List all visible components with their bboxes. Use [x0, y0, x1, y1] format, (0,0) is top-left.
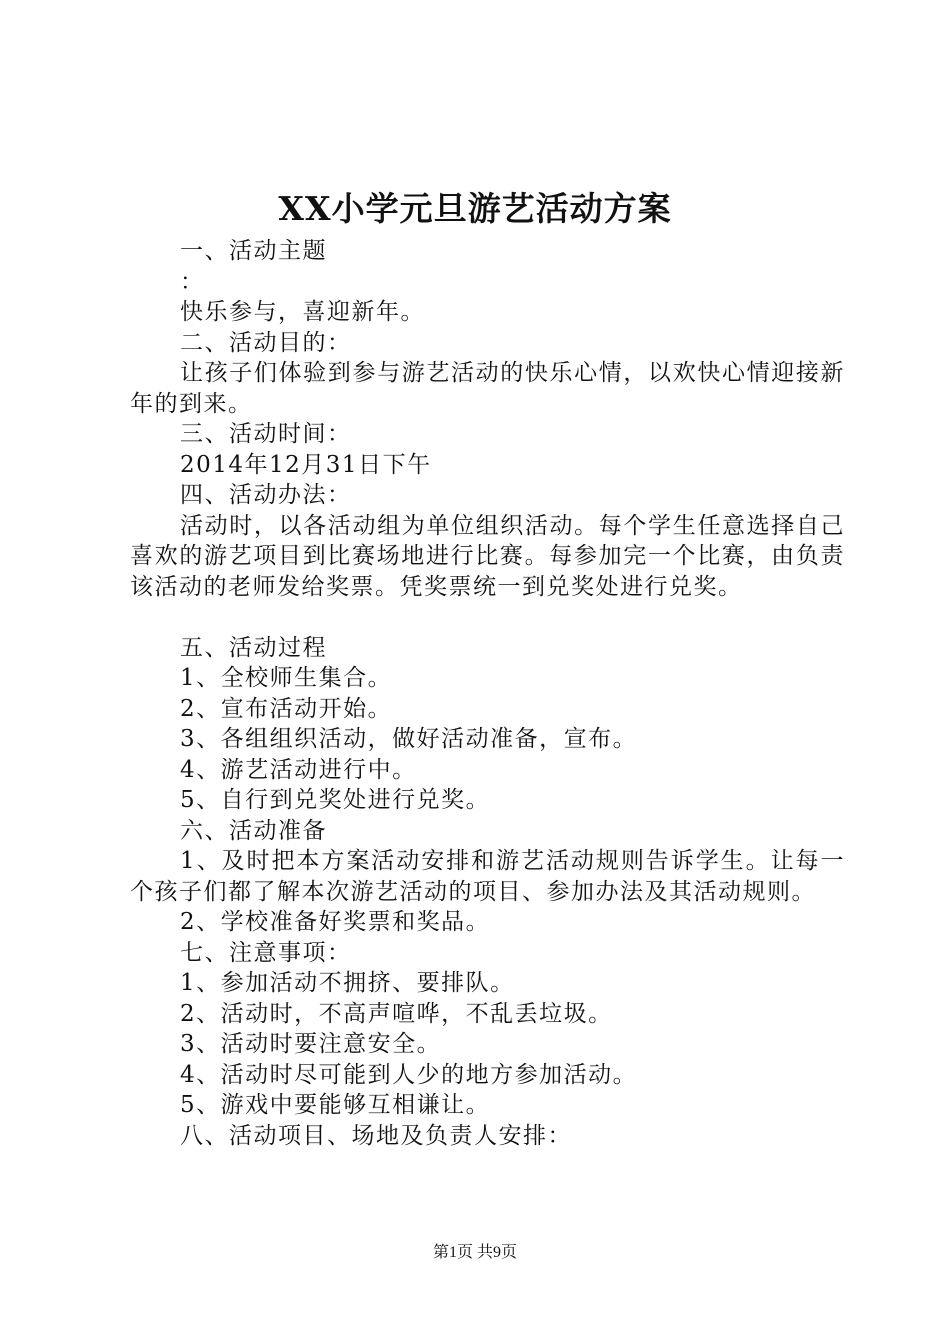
purpose-text: 让孩子们体验到参与游艺活动的快乐心情，以欢快心情迎接新年的到来。	[130, 360, 845, 417]
preparation-item: 2、学校准备好奖票和奖品。	[180, 909, 491, 935]
colon-line: ：	[180, 268, 205, 295]
section-heading-purpose: 二、活动目的：	[180, 329, 352, 356]
document-body	[130, 236, 845, 1151]
process-item: 1、全校师生集合。	[180, 665, 393, 691]
notes-item: 5、游戏中要能够互相谦让。	[180, 1092, 491, 1118]
process-item: 5、自行到兑奖处进行兑奖。	[180, 787, 491, 813]
notes-item: 3、活动时要注意安全。	[180, 1031, 442, 1057]
notes-item: 2、活动时，不高声喧哗，不乱丢垃圾。	[180, 1000, 613, 1027]
page-footer: 第1页 共9页	[432, 1244, 517, 1261]
time-text: 2014年12月31日下午	[180, 451, 432, 478]
section-heading-theme: 一、活动主题	[180, 238, 327, 264]
section-heading-method: 四、活动办法：	[180, 482, 352, 508]
section-heading-time: 三、活动时间：	[180, 421, 352, 447]
notes-item: 4、活动时尽可能到人少的地方参加活动。	[180, 1061, 638, 1088]
paragraph-gap	[130, 602, 845, 633]
preparation-item: 1、及时把本方案活动安排和游艺活动规则告诉学生。让每一个孩子们都了解本次游艺活动的项目、参加办法及其活动规则。	[130, 848, 845, 905]
process-item: 2、宣布活动开始。	[180, 695, 393, 722]
notes-item: 1、参加活动不拥挤、要排队。	[180, 970, 515, 996]
process-item: 4、游艺活动进行中。	[180, 756, 417, 783]
document-title: XX小学元旦游艺活动方案	[278, 189, 672, 228]
method-text: 活动时，以各活动组为单位组织活动。每个学生任意选择自己喜欢的游艺项目到比赛场地进行比赛。每参加完一个比赛，由负责该活动的老师发给奖票。凭奖票统一到兑奖处进行兑奖。	[130, 512, 845, 600]
section-heading-notes: 七、注意事项：	[180, 939, 352, 966]
section-heading-process: 五、活动过程	[180, 634, 327, 661]
theme-text: 快乐参与，喜迎新年。	[180, 299, 425, 325]
section-heading-arrangement: 八、活动项目、场地及负责人安排：	[180, 1122, 572, 1149]
process-item: 3、各组组织活动，做好活动准备，宣布。	[180, 726, 638, 752]
section-heading-preparation: 六、活动准备	[180, 817, 327, 844]
